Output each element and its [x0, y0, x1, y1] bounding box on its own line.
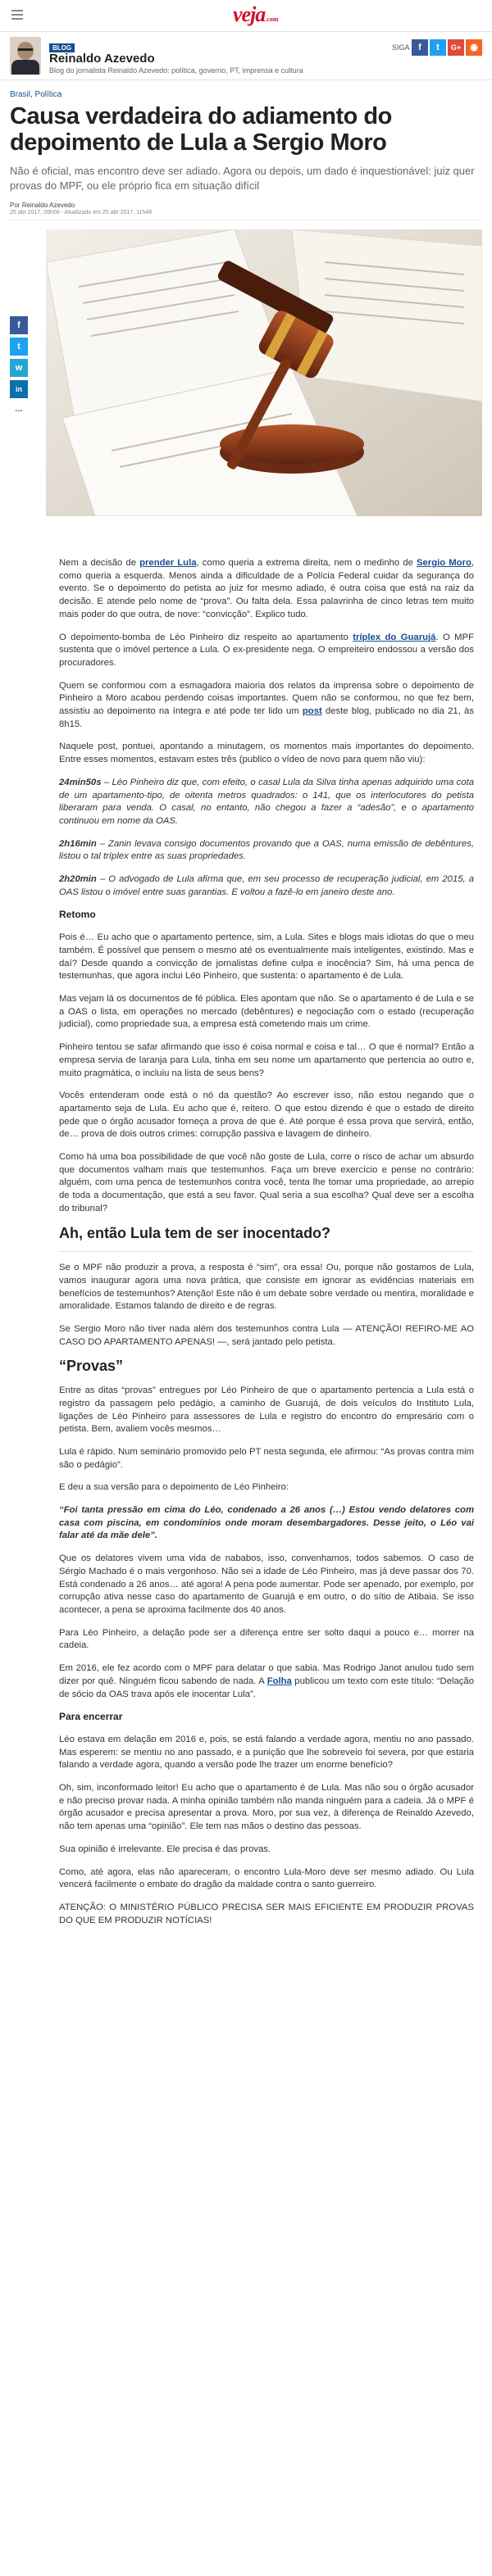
paragraph: Vocês entenderam onde está o nó da questão? Ao escrever isso, não estou negando que o apartamento seja de Lula. Eu acho que é, reitero. O que estou dizendo é que o estado de direito pede que o órgão acusador forneça a prova de que é. Até porque é essa prova que servirá, então, de… prova de dois outros crimes: corrupção passiva e lavagem de dinheiro.	[59, 1091, 474, 1140]
paragraph: O depoimento-bomba de Léo Pinheiro diz respeito ao apartamento tríplex do Guarujá. O MPF sustenta que o imóvel pertence a Lula. O ex-presidente nega. O empreiteiro endossou a versão dos procuradores.	[59, 632, 474, 668]
section-heading: “Provas”	[59, 1358, 124, 1375]
link-post[interactable]: post	[302, 706, 322, 717]
paragraph: Para Léo Pinheiro, a delação pode ser a diferença entre ser solto daqui a pouco e… morrer na cadeia.	[59, 1627, 474, 1651]
share-linkedin-icon[interactable]: in	[10, 380, 28, 398]
category-link[interactable]: Brasil, Política	[10, 90, 62, 99]
paragraph: Pois é… Eu acho que o apartamento pertence, sim, a Lula. Sites e blogs mais idiotas do que o meu também. É possível que pensem o mesmo até os eventualmente mais inteligentes, existindo. Mas e daí? Desde quando a convicção de jornalistas define culpa e inocência? Sim, há uma penca de testemunhas, que agora inclui Léo Pinheiro, que sustenta: o apartamento é de Lula.	[59, 932, 474, 982]
author-link[interactable]: Reinaldo Azevedo	[21, 202, 75, 209]
follow-label: SIGA	[392, 43, 410, 52]
link-sergio-moro[interactable]: Sergio Moro	[416, 558, 472, 568]
paragraph: Entre as ditas “provas” entregues por Léo Pinheiro de que o apartamento pertencia a Lula está o registro da passagem pelo pedágio, a caminho de Guarujá, de dois veículos do Instituto Lula, ligações de Léo Pinheiro para assessores de Lula e registro do encontro do empresário com o petista. Bem, avaliem vocês mesmos…	[59, 1386, 474, 1435]
quote-item: 2h20min – O advogado de Lula afirma que, em seu processo de recuperação judicial, em 2015, a OAS listou o imóvel entre suas garantias. E voltou a fazê-lo em janeiro deste ano.	[59, 874, 474, 897]
paragraph: Se o MPF não produzir a prova, a resposta é “sim”, ora essa! Ou, porque não gostamos de Lula, vamos inaugurar agora uma nova prática, que consiste em ignorar as evidências materiais em benefícios de testemunhos? Atenção! Este não é um debate sobre verdade ou mentira, moralidade e amoralidade. Estamos falando de direito e de regras.	[59, 1263, 474, 1312]
google-plus-icon[interactable]: G+	[448, 39, 464, 56]
author-avatar	[10, 37, 41, 75]
quote-item: 24min50s – Léo Pinheiro diz que, com efeito, o casal Lula da Silva tinha apenas adquirido uma cota de um apartamento-tipo, de oitenta metros quadrados: o 141, que os interlocutores do petista liberaram para venda. O casal, no entanto, não chegou a fazer a “adesão”, e o apartamento continuou em nome da OAS.	[59, 777, 474, 826]
paragraph: E deu a sua versão para o depoimento de Léo Pinheiro:	[59, 1482, 289, 1493]
paragraph: Mas vejam lá os documentos de fé pública. Eles apontam que não. Se o apartamento é de Lula e se a OAS o lista, em operações no mercado (debêntures) e negociação com o estado (recuperação judicial), como propriedade sua, a empresa está cometendo mais um crime.	[59, 993, 474, 1030]
section-heading: Ah, então Lula tem de ser inocentado?	[59, 1224, 331, 1241]
blog-name[interactable]: Reinaldo Azevedo	[49, 52, 155, 66]
article-title: Causa verdadeira do adiamento do depoimento de Lula a Sergio Moro	[10, 103, 392, 156]
share-sidebar	[10, 316, 28, 423]
hero-image-gavel	[46, 229, 482, 516]
twitter-icon[interactable]: t	[430, 39, 446, 56]
divider	[59, 1251, 474, 1252]
byline: Por Reinaldo Azevedo	[10, 202, 75, 209]
section-heading: Retomo	[59, 909, 96, 921]
paragraph: Se Sergio Moro não tiver nada além dos testemunhos contra Lula — ATENÇÃO! REFIRO-ME AO CASO DO APARTAMENTO APENAS! —, será jantado pelo petista.	[59, 1324, 474, 1347]
paragraph: Como há uma boa possibilidade de que você não goste de Lula, corre o risco de achar um absurdo que documentos valham mais que testemunhos. Faça um breve exercício e pense no contrário: alguém, com uma penca de testemunhos contra você, tenta lhe tomar uma propriedade, ao arrepio de toda a documentação, que está a seu favor. Qual seria a sua escolha? Qual deve ser a escolha do tribunal?	[59, 1152, 474, 1213]
menu-icon[interactable]	[11, 10, 23, 20]
veja-logo[interactable]: veja.com	[233, 2, 279, 26]
paragraph: Pinheiro tentou se safar afirmando que isso é coisa normal e coisa e tal… O que é normal? Então a empresa servia de laranja para Lula, tinha em seu nome um apartamento que pertencia ao outro e, muito pragmática, o incluiu na lista de seus bens?	[59, 1042, 474, 1078]
paragraph: Como, até agora, elas não apareceram, o encontro Lula-Moro deve ser mesmo adiado. Ou Lula vencerá facilmente o embate do dragão da maldade contra o santo guerreiro.	[59, 1866, 474, 1890]
link-triplex[interactable]: tríplex do Guarujá	[353, 632, 436, 642]
share-twitter-icon[interactable]: t	[10, 338, 28, 356]
blog-badge: BLOG	[49, 43, 75, 52]
link-folha[interactable]: Folha	[266, 1676, 292, 1686]
share-more-icon[interactable]: •••	[10, 401, 28, 420]
quote-item: 2h16min – Zanin levava consigo documentos provando que a OAS, numa emissão de debêntures, listou o tal tríplex entre as suas propriedades.	[59, 838, 474, 862]
paragraph: Léo estava em delação em 2016 e, pois, se está falando a verdade agora, mentiu no ano passado. Mas esperem: se mentiu no ano passado, e a punição que lhe sobreveio foi severa, por que estaria falando a verdade agora, quando a versão pode lhe trazer um enorme benefício?	[59, 1734, 474, 1771]
paragraph: ATENÇÃO: O MINISTÉRIO PÚBLICO PRECISA SER MAIS EFICIENTE EM PRODUZIR PROVAS DO QUE EM PRODUZIR NOTÍCIAS!	[59, 1902, 474, 1925]
facebook-icon[interactable]: f	[412, 39, 428, 56]
paragraph: Naquele post, pontuei, apontando a minutagem, os momentos mais importantes do depoimento. Entre esses momentos, estavam estes três (publico o vídeo de novo para quem não viu):	[59, 742, 474, 765]
paragraph: Quem se conformou com a esmagadora maioria dos relatos da imprensa sobre o depoimento de Pinheiro a Moro acabou perdendo coisas importantes. Quem não se conformou, no que fez bem, assistiu ao depoimento na íntegra e até pode ter lido um post deste blog, publicado no dia 21, às 8h15.	[59, 680, 474, 729]
share-whatsapp-icon[interactable]: w	[10, 359, 28, 377]
paragraph: Lula é rápido. Num seminário promovido pelo PT nesta segunda, ele afirmou: “As provas contra mim são o pedágio”.	[59, 1446, 474, 1470]
top-bar	[0, 0, 492, 32]
paragraph: Oh, sim, inconformado leitor! Eu acho que o apartamento é de Lula. Mas não sou o órgão acusador e não preciso provar nada. A minha opinião também não manda ninguém para a cadeia. Já o MPF é órgão acusador e precisa apresentar a prova. Moro, por sua vez, à diferença de Reinaldo Azevedo, não tem apenas uma “opinião”. Ele tem nas mãos o destino das pessoas.	[59, 1783, 474, 1832]
rss-icon[interactable]: ◉	[466, 39, 482, 56]
article-body	[59, 557, 474, 1937]
blog-description: Blog do jornalista Reinaldo Azevedo: política, governo, PT, imprensa e cultura	[49, 66, 303, 75]
section-heading: Para encerrar	[59, 1711, 123, 1723]
blockquote: “Foi tanta pressão em cima do Léo, condenado a 26 anos (…) Estou vendo delatores com casa com piscina, em condomínios onde moram desembargadores. Desse jeito, o Léo vai falar até da mãe dele”.	[59, 1505, 474, 1541]
paragraph: Nem a decisão de prender Lula, como queria a extrema direita, nem o medinho de Sergio Moro, como queria a esquerda. Menos ainda a dificuldade de a Polícia Federal cuidar da segurança do evento. Se o depoimento do petista ao juiz for mesmo adiado, é outra coisa que está na raiz da decisão. E atende pelo nome de “prova”. Ou falta dela. Essa palavrinha de cinco letras tem muito mais poder do que outra, de nove: “convicção”. Explico tudo.	[59, 558, 475, 619]
share-facebook-icon[interactable]: f	[10, 316, 28, 334]
paragraph: Que os delatores vivem uma vida de nababos, isso, convenhamos, todos sabemos. O caso de Sérgio Machado é o mais vergonhoso. Não sei a idade de Léo Pinheiro, mas já deve passar dos 70. Está condenado a 26 anos… até agora! A pena pode aumentar. Pode ser apenado, por exemplo, por corrupção ativa nesse caso do apartamento de Guarujá e em outro, o do sítio de Atibaia. Se isso acontecer, a pena se aproxima facilmente dos 40 anos.	[59, 1553, 474, 1615]
paragraph: Sua opinião é irrelevante. Ele precisa é das provas.	[59, 1844, 271, 1854]
paragraph: Em 2016, ele fez acordo com o MPF para delatar o que sabia. Mas Rodrigo Janot anulou tudo sem dizer por quê. Ninguém ficou sabendo de nada. A Folha publicou um texto com este título: “Delação de sócio da OAS trava após ele inocentar Lula”.	[59, 1663, 474, 1699]
dateline: 25 abr 2017, 09h08 - Atualizado em 25 abr 2017, 11h48	[10, 210, 153, 215]
article-subtitle: Não é oficial, mas encontro deve ser adiado. Agora ou depois, um dado é inquestionável: juiz quer provas do MPF, ou ele próprio fica em situação difícil	[10, 165, 475, 192]
blog-header	[0, 32, 492, 80]
link-prender-lula[interactable]: prender Lula	[139, 558, 197, 568]
